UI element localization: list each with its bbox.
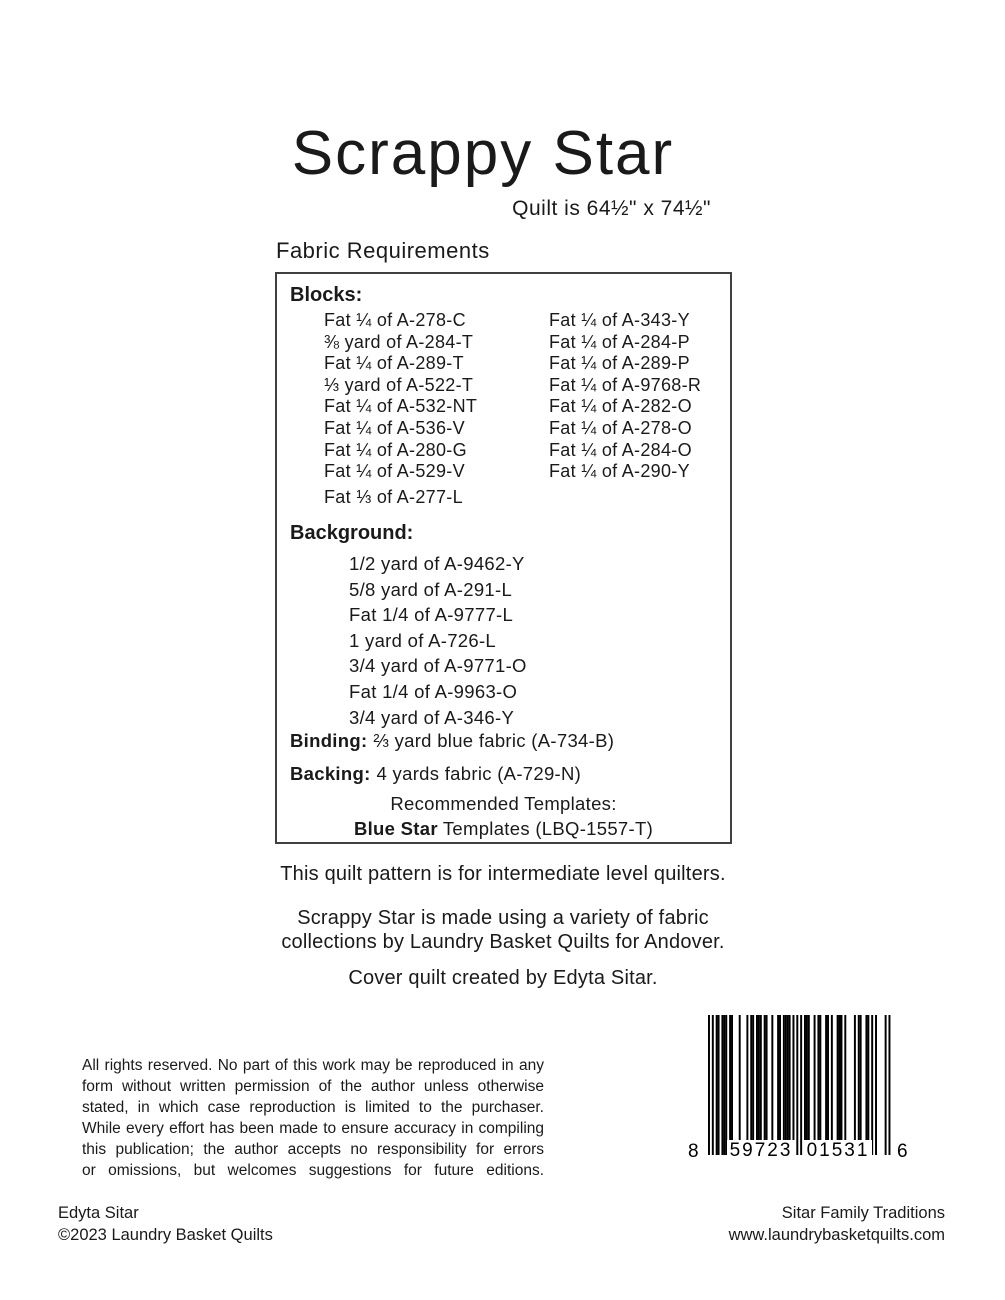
fabric-item: Fat ¼ of A-289-T <box>324 353 464 374</box>
author-name: Edyta Sitar <box>58 1204 139 1222</box>
background-column <box>349 551 527 730</box>
legal-line: this publication; the author accepts no responsibility for errors <box>82 1140 544 1158</box>
binding-label: Binding: <box>290 730 368 751</box>
backing-value: 4 yards fabric (A-729-N) <box>376 763 582 784</box>
fabric-item: Fat ¼ of A-280-G <box>324 439 467 460</box>
barcode-check-digit: 6 <box>897 1141 908 1162</box>
fabric-item: Fat ¼ of A-278-C <box>324 310 466 330</box>
copyright-legal-text <box>82 1056 544 1181</box>
templates-name: Blue Star <box>353 818 438 839</box>
fabric-item: Fat ¼ of A-278-O <box>549 417 692 438</box>
footer-author-block <box>58 1202 273 1246</box>
fabric-item: 3/4 yard of A-346-Y <box>349 706 515 728</box>
blocks-right-column <box>549 310 701 483</box>
fabric-item: ⅓ yard of A-522-T <box>324 374 474 395</box>
templates-detail: Templates (LBQ-1557-T) <box>442 818 654 839</box>
legal-line: stated, in which case reproduction is limited to the purchaser. <box>82 1098 544 1116</box>
legal-line: or omissions, but welcomes suggestions for future editions. <box>82 1161 544 1179</box>
fabric-item: 1 yard of A-726-L <box>349 629 497 651</box>
page-title: Scrappy Star <box>291 119 675 188</box>
legal-line: form without written permission of the author unless otherwise <box>82 1077 544 1095</box>
blocks-label: Blocks: <box>290 284 363 306</box>
barcode-right-group: 01531 <box>804 1140 872 1162</box>
fabric-collections-note <box>238 906 768 954</box>
fabric-item: ⅜ yard of A-284-T <box>324 331 474 352</box>
fabric-item: Fat ¼ of A-536-V <box>324 417 465 438</box>
fabric-item: Fat ¼ of A-289-P <box>549 353 690 374</box>
fabric-item: Fat ¼ of A-9768-R <box>549 374 702 395</box>
collection-name: Sitar Family Traditions <box>781 1204 945 1222</box>
fabric-item: 5/8 yard of A-291-L <box>349 578 513 600</box>
background-label: Background: <box>290 522 414 544</box>
fabric-item: Fat ¼ of A-284-O <box>549 439 692 460</box>
fabric-collections-line: Scrappy Star is made using a variety of fabric <box>297 907 709 929</box>
barcode-left-group: 59723 <box>727 1140 795 1162</box>
website-url: www.laundrybasketquilts.com <box>728 1226 945 1244</box>
fabric-item: Fat ¼ of A-282-O <box>549 396 692 417</box>
backing-label: Backing: <box>290 763 371 784</box>
footer-brand-block <box>729 1202 945 1246</box>
fabric-item: Fat ¼ of A-529-V <box>324 461 465 482</box>
fabric-item: Fat 1/4 of A-9777-L <box>349 604 514 626</box>
fabric-item: 1/2 yard of A-9462-Y <box>349 553 525 574</box>
templates-line <box>277 818 730 840</box>
cover-quilt-note: Cover quilt created by Edyta Sitar. <box>348 967 658 989</box>
fabric-collections-line: collections by Laundry Basket Quilts for Andover. <box>281 931 725 953</box>
fabric-item: Fat 1/4 of A-9963-O <box>349 680 518 702</box>
binding-value: ⅔ yard blue fabric (A-734-B) <box>373 730 615 751</box>
quilt-size: Quilt is 64½" x 74½" <box>512 197 711 220</box>
fabric-requirements-heading: Fabric Requirements <box>276 238 490 263</box>
fabric-item: 3/4 yard of A-9771-O <box>349 655 527 677</box>
binding-row <box>290 730 614 752</box>
fabric-item: Fat ¼ of A-290-Y <box>549 461 690 482</box>
fabric-item: Fat ¼ of A-532-NT <box>324 396 478 417</box>
backing-row <box>290 763 581 785</box>
fabric-item: Fat ¼ of A-284-P <box>549 331 690 352</box>
upc-barcode <box>686 1015 926 1167</box>
blocks-left-column <box>324 310 477 508</box>
fabric-requirements-box <box>275 272 732 844</box>
legal-line: All rights reserved. No part of this work may be reproduced in any <box>82 1057 544 1074</box>
fabric-item: Fat ¼ of A-343-Y <box>549 310 690 330</box>
copyright-line: ©2023 Laundry Basket Quilts <box>58 1226 273 1244</box>
templates-heading: Recommended Templates: <box>390 793 617 814</box>
fabric-item: Fat ⅓ of A-277-L <box>324 486 463 507</box>
skill-level-note: This quilt pattern is for intermediate level quilters. <box>280 863 726 885</box>
barcode-bars <box>708 1015 891 1155</box>
legal-line: While every effort has been made to ensure accuracy in compiling <box>82 1119 544 1137</box>
barcode-first-digit: 8 <box>688 1141 699 1162</box>
